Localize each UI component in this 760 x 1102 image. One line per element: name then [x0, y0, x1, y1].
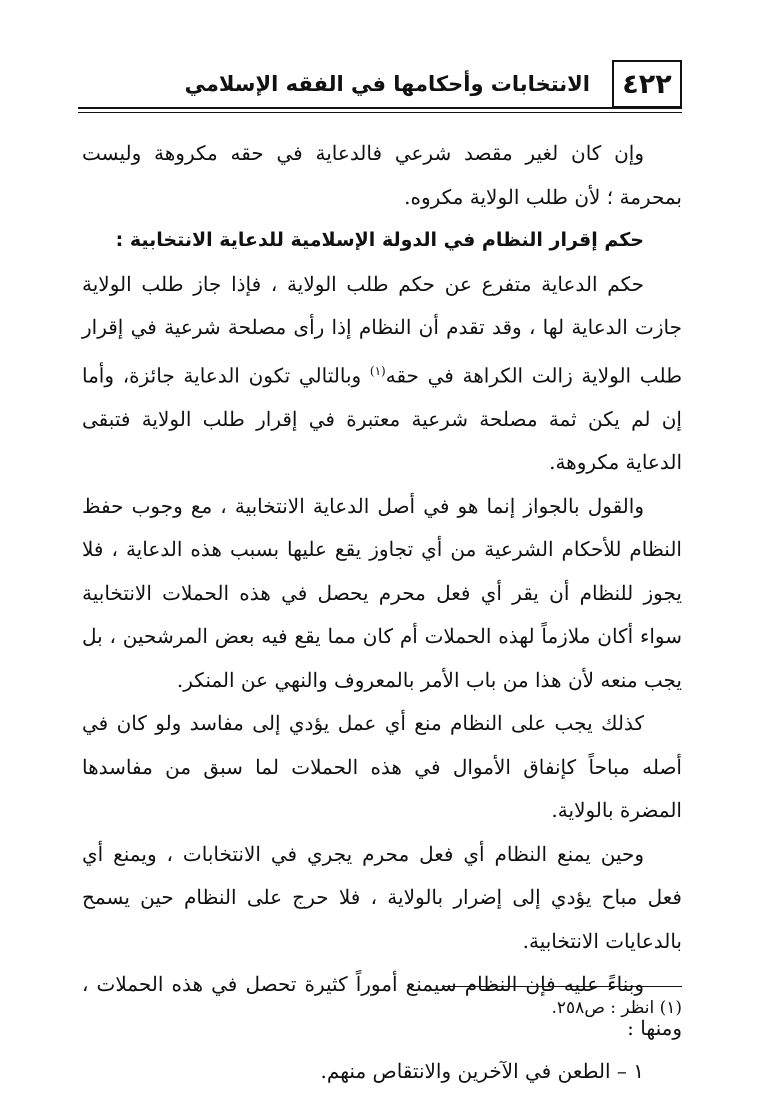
- footnote-separator: [442, 986, 682, 987]
- paragraph-2: [82, 263, 682, 485]
- header-rule-thin: [78, 112, 682, 113]
- paragraph-1: وإن كان لغير مقصد شرعي فالدعاية في حقه مكروهة وليست بمحرمة ؛ لأن طلب الولاية مكروه.: [82, 141, 682, 209]
- page-number: ٤٢٢: [612, 60, 682, 108]
- footnote-ref-1[interactable]: (١): [369, 363, 386, 378]
- section-heading: حكم إقرار النظام في الدولة الإسلامية للدعاية الانتخابية :: [115, 229, 644, 251]
- paragraph-4: كذلك يجب على النظام منع أي عمل يؤدي إلى مفاسد ولو كان في أصله مباحاً كإنفاق الأموال في هذه الحملات لما سبق من مفاسدها المضرة بالولاية.: [82, 711, 682, 823]
- main-text: [82, 132, 682, 1094]
- paragraph-5: وحين يمنع النظام أي فعل محرم يجري في الانتخابات ، ويمنع أي فعل مباح يؤدي إلى إضرار بالولاية ، فلا حرج على النظام حين يسمح بالدعايات الانتخابية.: [82, 841, 682, 953]
- paragraph-2-text-cont: وبالتالي تكون الدعاية جائزة، وأما إن لم يكن ثمة مصلحة شرعية معتبرة في إقرار طلب الولاية فتبقى الدعاية مكروهة.: [82, 363, 682, 475]
- list-item-1: ١ – الطعن في الآخرين والانتقاص منهم.: [320, 1059, 644, 1084]
- paragraph-2-text: حكم الدعاية متفرع عن حكم طلب الولاية ، فإذا جاز طلب الولاية جازت الدعاية لها ، وقد تقدم أن النظام إذا رأى مصلحة شرعية في إقرار طلب الولاية زالت الكراهة في حقه: [82, 271, 682, 388]
- running-title: الانتخابات وأحكامها في الفقه الإسلامي: [184, 72, 590, 96]
- page-header: [78, 52, 682, 112]
- paragraph-6: وبناءً عليه فإن النظام سيمنع أموراً كثيرة تحصل في هذه الحملات ، ومنها :: [82, 972, 682, 1040]
- header-rule: [78, 107, 682, 109]
- footnote-1: (١) انظر : ص٢٥٨.: [551, 998, 682, 1018]
- paragraph-3: والقول بالجواز إنما هو في أصل الدعاية الانتخابية ، مع وجوب حفظ النظام للأحكام الشرعية من أي تجاوز يقع عليها بسبب هذه الدعاية ، فلا يجوز للنظام أن يقر أي فعل محرم يحصل في هذه الحملات الانتخابية سواء أكان ملازماً لهذه الحملات أم كان مما يقع فيه بعض المرشحين ، بل يجب منعه لأن هذا من باب الأمر بالمعروف والنهي عن المنكر.: [82, 493, 682, 692]
